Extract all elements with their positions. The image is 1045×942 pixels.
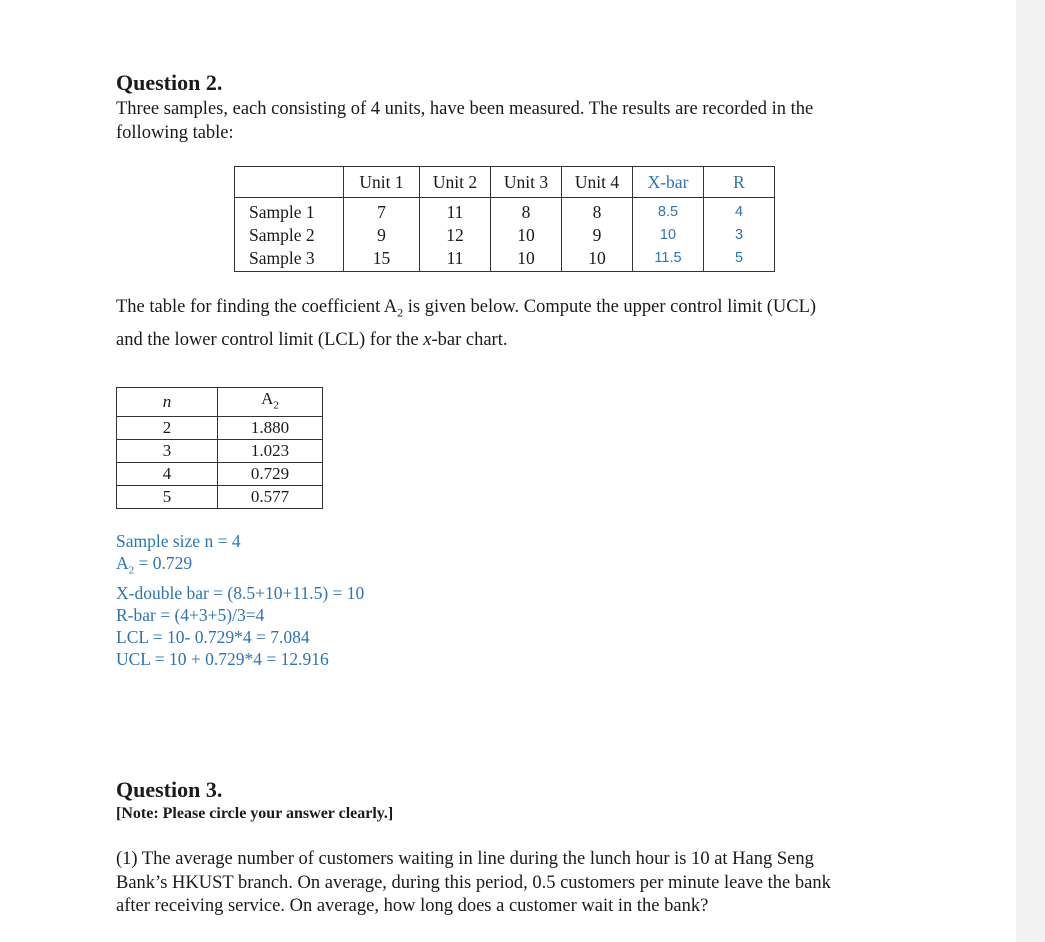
header-unit-3: Unit 3 [491, 167, 562, 198]
table-row [117, 486, 323, 509]
header-unit-2: Unit 2 [420, 167, 491, 198]
xbar-cell: 11.5 [633, 247, 704, 272]
paragraph-line: Bank’s HKUST branch. On average, during this period, 0.5 customers per minute leave the bank [116, 872, 831, 893]
paragraph-line: after receiving service. On average, how long does a customer wait in the bank? [116, 896, 709, 916]
header-xbar: X-bar [633, 167, 704, 198]
table-cell: 10 [562, 247, 633, 272]
table-cell: 9 [344, 224, 420, 247]
question-3-heading: Question 3. [116, 777, 223, 802]
table-cell: 9 [562, 224, 633, 247]
samples-table [234, 166, 775, 272]
answer-line: LCL = 10- 0.729*4 = 7.084 [116, 626, 310, 647]
row-label: Sample 3 [235, 247, 344, 272]
question-2-instruction [116, 294, 816, 354]
table-row [235, 224, 775, 247]
header-empty-cell [235, 167, 344, 198]
header-r: R [704, 167, 775, 198]
intro-line-1: Three samples, each consisting of 4 units, have been measured. The results are recorded in the [116, 99, 814, 119]
table-row [117, 463, 323, 486]
table-row [235, 198, 775, 225]
r-cell: 5 [704, 247, 775, 272]
table-row [117, 417, 323, 440]
xbar-cell: 10 [633, 224, 704, 247]
a2-cell: 0.729 [218, 463, 323, 486]
answer-line: Sample size n = 4 [116, 531, 241, 551]
table-cell: 10 [491, 247, 562, 272]
subscript-2: 2 [397, 305, 404, 320]
table-row [117, 440, 323, 463]
header-unit-4: Unit 4 [562, 167, 633, 198]
answer-block [116, 530, 364, 670]
a2-header-a2: $A_2$ [218, 388, 323, 417]
answer-line: R-bar = (4+3+5)/3=4 [116, 604, 265, 625]
instruction-text: is given below. Compute the upper control limit (UCL) [403, 297, 817, 317]
instruction-text: The table for finding the coefficient A [116, 297, 398, 317]
a2-header-row [117, 388, 323, 417]
a2-header-n: n [117, 388, 218, 417]
n-cell: 5 [117, 486, 218, 509]
table-cell: 8 [562, 198, 633, 225]
question-3-paragraph [116, 848, 831, 919]
table-cell: 7 [344, 198, 420, 225]
intro-line-2: following table: [116, 123, 234, 143]
question-3-note: [Note: Please circle your answer clearly.] [116, 805, 394, 822]
instruction-text: and the lower control limit (LCL) for the [116, 329, 424, 350]
row-label: Sample 1 [235, 198, 344, 225]
table-cell: 8 [491, 198, 562, 225]
xbar-cell: 8.5 [633, 198, 704, 225]
n-cell: 4 [117, 463, 218, 486]
a2-cell: 0.577 [218, 486, 323, 509]
table-cell: 11 [420, 247, 491, 272]
samples-header-row [235, 167, 775, 198]
paragraph-line: (1) The average number of customers waiting in line during the lunch hour is 10 at Hang Seng [116, 849, 814, 869]
a2-cell: 1.880 [218, 417, 323, 440]
a2-coefficient-table [116, 387, 323, 509]
answer-line: X-double bar = (8.5+10+11.5) = 10 [116, 582, 365, 603]
table-cell: 11 [420, 198, 491, 225]
r-cell: 3 [704, 224, 775, 247]
n-cell: 2 [117, 417, 218, 440]
table-cell: 15 [344, 247, 420, 272]
table-row [235, 247, 775, 272]
n-cell: 3 [117, 440, 218, 463]
question-2-intro [116, 97, 813, 145]
header-unit-1: Unit 1 [344, 167, 420, 198]
question-2-heading: Question 2. [116, 70, 223, 95]
answer-line: UCL = 10 + 0.729*4 = 12.916 [116, 648, 329, 669]
r-cell: 4 [704, 198, 775, 225]
instruction-italic-x: x [423, 329, 432, 350]
table-cell: 12 [420, 224, 491, 247]
table-cell: 10 [491, 224, 562, 247]
right-margin-strip [1016, 0, 1045, 942]
answer-line: $A_2 = 0.729$ [116, 553, 193, 577]
a2-cell: 1.023 [218, 440, 323, 463]
instruction-text: -bar chart. [431, 329, 508, 350]
row-label: Sample 2 [235, 224, 344, 247]
